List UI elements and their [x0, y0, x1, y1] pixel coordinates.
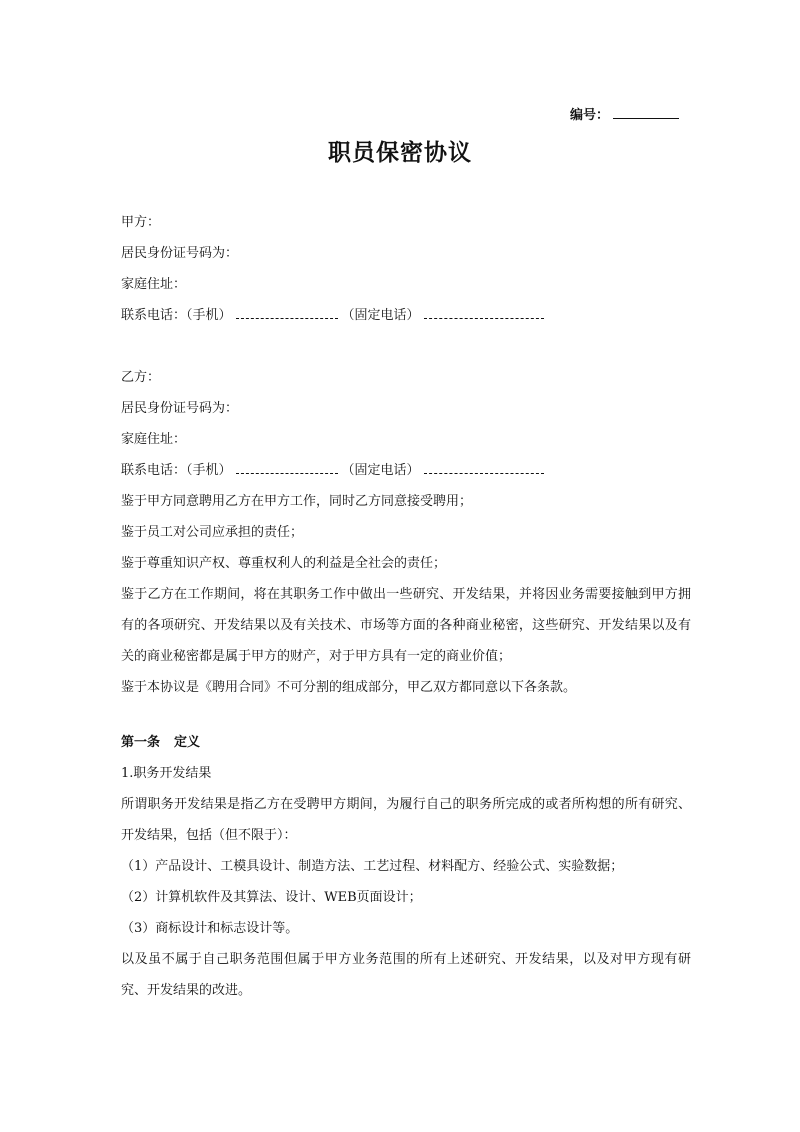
party-b-block: [121, 362, 691, 486]
document-number-label: 编号：: [569, 108, 609, 123]
party-b-phone-line: [121, 455, 691, 486]
article-intro: 所谓职务开发结果是指乙方在受聘甲方期间，为履行自己的职务所完成的或者所构想的所有研究、开发结果，包括（但不限于）：: [121, 797, 691, 843]
recital: 鉴于尊重知识产权、尊重权利人的利益是全社会的责任；: [121, 556, 447, 571]
party-a-phone-line: [121, 300, 691, 331]
article-list-item: （3）商标设计和标志设计等。: [121, 921, 299, 936]
party-a-mobile-label: （手机）: [186, 308, 232, 323]
party-a-id-label: 居民身份证号码为：: [121, 246, 239, 261]
party-a-label: 甲方：: [121, 215, 161, 230]
party-a-landline-blank: [424, 304, 544, 319]
document-title: 职员保密协议: [328, 139, 472, 166]
party-b-mobile-blank: [236, 459, 338, 474]
party-b-landline-label: （固定电话）: [341, 463, 420, 478]
recital: 鉴于员工对公司应承担的责任；: [121, 525, 304, 540]
party-b-landline-blank: [424, 459, 544, 474]
recital: 鉴于甲方同意聘用乙方在甲方工作，同时乙方同意接受聘用；: [121, 494, 473, 509]
article-title: 定义: [174, 735, 201, 750]
recitals: [121, 486, 691, 703]
recital: 鉴于本协议是《聘用合同》不可分割的组成部分，甲乙双方都同意以下各条款。: [121, 680, 577, 695]
party-b-label: 乙方：: [121, 370, 161, 385]
party-b-address-label: 家庭住址：: [121, 432, 187, 447]
article-subheading: 1.职务开发结果: [121, 766, 212, 781]
recital: 鉴于乙方在工作期间，将在其职务工作中做出一些研究、开发结果，并将因业务需要接触到甲方拥有的各项研究、开发结果以及有关技术、市场等方面的各种商业秘密，这些研究、开发结果以及有关的商业秘密都是属于甲方的财产，对于甲方具有一定的商业价值；: [121, 587, 691, 664]
spacer: [121, 331, 691, 362]
article-heading: [121, 727, 691, 758]
article-number: 第一条: [121, 735, 161, 750]
document-number-blank: [613, 106, 679, 119]
party-b-mobile-label: （手机）: [186, 463, 232, 478]
document-body: [121, 207, 691, 1006]
party-a-address-label: 家庭住址：: [121, 277, 187, 292]
party-a-phone-label: 联系电话：: [121, 308, 187, 323]
party-a-landline-label: （固定电话）: [341, 308, 420, 323]
party-b-id-label: 居民身份证号码为：: [121, 401, 239, 416]
spacer: [121, 703, 691, 727]
article-1: [121, 727, 691, 1006]
article-closing: 以及虽不属于自己职务范围但属于甲方业务范围的所有上述研究、开发结果，以及对甲方现有研究、开发结果的改进。: [121, 952, 691, 998]
party-a-mobile-blank: [236, 304, 338, 319]
article-list-item: （2）计算机软件及其算法、设计、WEB页面设计；: [121, 890, 422, 905]
party-b-phone-label: 联系电话：: [121, 463, 187, 478]
article-list-item: （1）产品设计、工模具设计、制造方法、工艺过程、材料配方、经验公式、实验数据；: [121, 859, 624, 874]
document-number: [570, 104, 679, 123]
party-a-block: [121, 207, 691, 331]
